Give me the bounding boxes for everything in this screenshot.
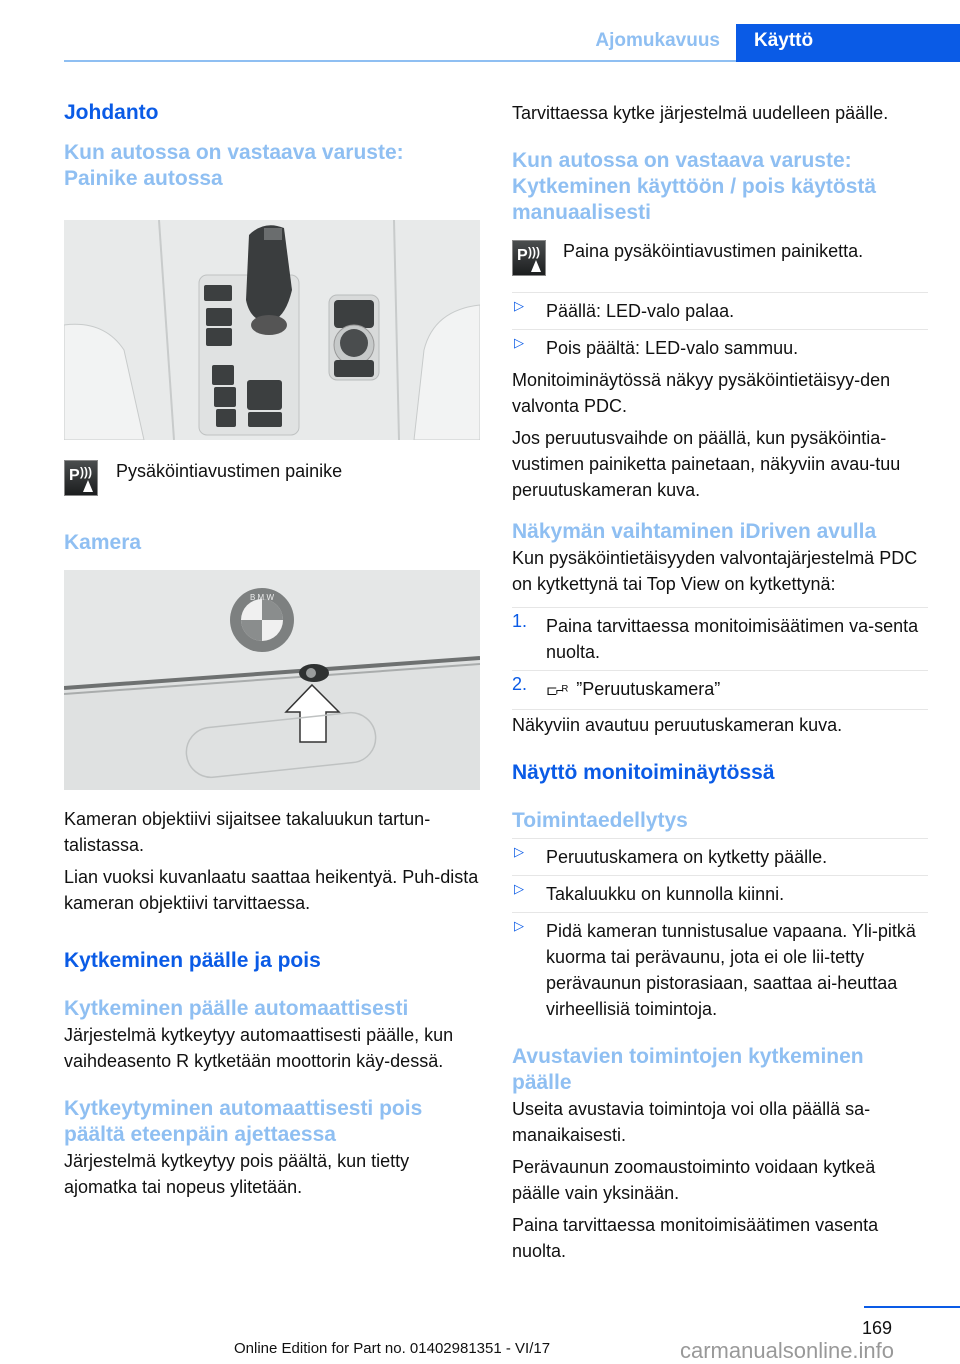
photo-rear-camera	[64, 570, 480, 790]
idrive-text: Kun pysäköintietäisyyden valvontajärjestelmä PDC on kytkettynä tai Top View on kytkettynä:	[512, 548, 918, 594]
pdc-text: Monitoiminäytössä näkyy pysäköintietäisyy-den valvonta PDC.	[512, 370, 891, 416]
step-number: 2.	[512, 674, 528, 694]
heading-button-in-car: Kun autossa on vastaava varuste: Painike autossa	[64, 141, 404, 190]
camera-clean-text: Lian vuoksi kuvanlaatu saattaa heikentyä. Puh-dista kameran objektiivi tarvittaessa.	[64, 867, 479, 913]
edition-text: Online Edition for Part no. 01402981351 - VI/17	[234, 1340, 551, 1357]
bullet-triangle-icon: ▷	[514, 881, 524, 896]
heading-manual-switch: Kun autossa on vastaava varuste: Kytkeminen käyttöön / pois käytöstä manuaalisesti	[512, 149, 877, 224]
heading-auto-on: Kytkeminen päälle automaattisesti	[64, 997, 409, 1020]
list-item-text: Takaluukku on kunnolla kiinni.	[546, 884, 785, 904]
assist-text-1: Useita avustavia toimintoja voi olla päällä sa-manaikaisesti.	[512, 1099, 871, 1145]
list-item	[512, 670, 928, 703]
list-item-text: Peruutuskamera on kytketty päälle.	[546, 847, 828, 867]
assist-text-3: Paina tarvittaessa monitoimisäätimen vasenta nuolta.	[512, 1215, 879, 1261]
bullet-triangle-icon: ▷	[514, 298, 524, 313]
left-column	[64, 100, 480, 1200]
heading-camera: Kamera	[64, 531, 142, 554]
list-item	[512, 292, 928, 324]
state-list	[512, 292, 928, 361]
auto-on-text: Järjestelmä kytkeytyy automaattisesti päälle, kun vaihdeasento R kytketään moottorin käy-dessä.	[64, 1025, 454, 1071]
list-item	[512, 912, 928, 1022]
heading-intro: Johdanto	[64, 101, 159, 124]
press-button-text: Paina pysäköintiavustimen painiketta.	[563, 241, 864, 261]
bullet-triangle-icon: ▷	[514, 844, 524, 859]
list-item-text: Paina tarvittaessa monitoimisäätimen va-senta nuolta.	[546, 616, 919, 662]
heading-prerequisites: Toimintaedellytys	[512, 809, 688, 832]
footer-rule	[864, 1306, 960, 1308]
page-number: 169	[862, 1318, 893, 1338]
button-caption-row	[64, 460, 480, 496]
prereq-list	[512, 838, 928, 1022]
heading-auto-off: Kytkeytyminen automaattisesti pois päältä eteenpäin ajettaessa	[64, 1097, 423, 1146]
list-item	[512, 875, 928, 907]
parking-assistant-icon: P )))	[512, 240, 546, 276]
tab-ajomukavuus[interactable]: Ajomukavuus	[595, 30, 720, 51]
heading-display: Näyttö monitoiminäytössä	[512, 761, 775, 784]
steps-list	[512, 607, 928, 703]
tab-kaytto[interactable]: Käyttö	[736, 24, 960, 62]
parking-assistant-icon: P )))	[64, 460, 98, 496]
assist-text-2: Perävaunun zoomaustoiminto voidaan kytkeä päälle vain yksinään.	[512, 1157, 876, 1203]
heading-switch-on-off: Kytkeminen päälle ja pois	[64, 949, 321, 972]
rear-camera-illustration	[64, 570, 480, 790]
auto-off-text: Järjestelmä kytkeytyy pois päältä, kun tietty ajomatka tai nopeus ylitetään.	[64, 1151, 410, 1197]
heading-idrive: Näkymän vaihtaminen iDriven avulla	[512, 520, 877, 543]
list-item-text: Pidä kameran tunnistusalue vapaana. Yli-pitkä kuorma tai perävaunu, jota ei ole lii-tetty perävaunun pistorasiaan, saattaa ai-heuttaa virheellisiä toimintoja.	[546, 921, 916, 1019]
rear-camera-icon: ⊏⌐ᴿ	[546, 682, 567, 698]
page-header	[64, 24, 960, 62]
opens-text: Näkyviin avautuu peruutuskameran kuva.	[512, 709, 928, 738]
list-item-text: ”Peruutuskamera”	[576, 679, 721, 699]
list-item-text: Pois päältä: LED-valo sammuu.	[546, 338, 799, 358]
button-caption: Pysäköintiavustimen painike	[116, 461, 343, 481]
step-number: 1.	[512, 611, 528, 631]
watermark: carmanualsonline.info	[680, 1338, 895, 1363]
heading-assist-functions: Avustavien toimintojen kytkeminen päälle	[512, 1045, 864, 1094]
press-button-row	[512, 240, 928, 276]
svg-text:B M W: B M W	[250, 593, 274, 602]
camera-location-text: Kameran objektiivi sijaitsee takaluukun tartun-talistassa.	[64, 809, 431, 855]
list-item	[512, 329, 928, 361]
list-item	[512, 838, 928, 870]
photo-center-console	[64, 220, 480, 440]
bullet-triangle-icon: ▷	[514, 335, 524, 350]
right-column	[512, 100, 928, 1264]
header-rule	[64, 60, 736, 62]
bullet-triangle-icon: ▷	[514, 918, 524, 933]
list-item-text: Päällä: LED-valo palaa.	[546, 301, 735, 321]
list-item	[512, 607, 928, 665]
reverse-text: Jos peruutusvaihde on päällä, kun pysäköintia-vustimen painiketta painetaan, näkyviin avau-tuu peruutuskameran kuva.	[512, 428, 901, 500]
center-console-illustration	[64, 220, 480, 440]
reenable-text: Tarvittaessa kytke järjestelmä uudelleen päälle.	[512, 103, 889, 123]
